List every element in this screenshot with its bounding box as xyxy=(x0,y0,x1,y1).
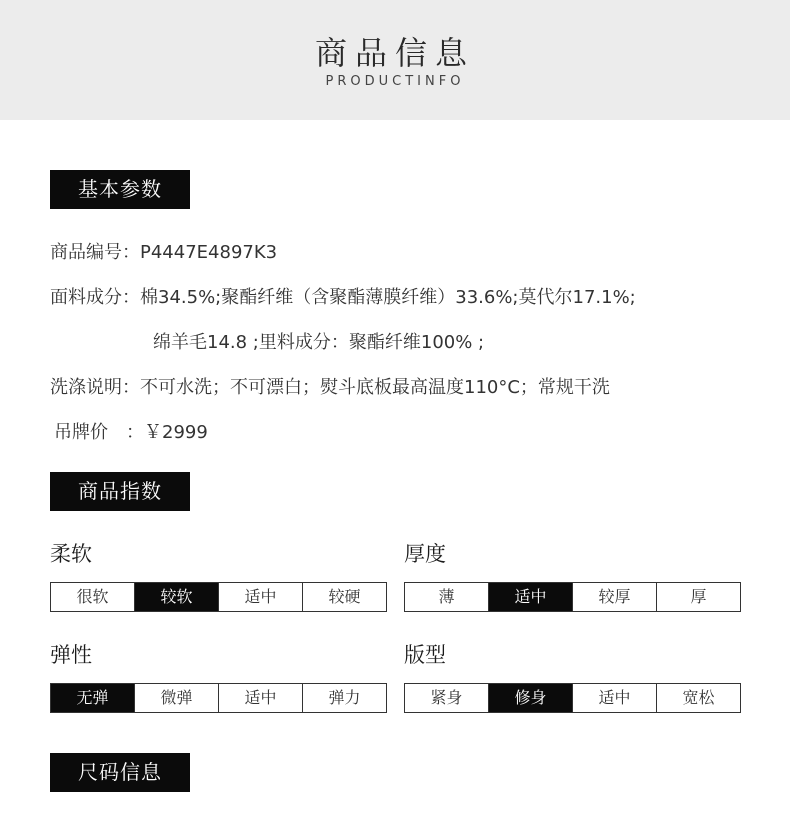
param-label: 商品编号： xyxy=(50,242,140,263)
param-value: 棉34.5%;聚酯纤维（含聚酯薄膜纤维）33.6%;莫代尔17.1%; xyxy=(140,287,636,308)
scale-option-selected: 适中 xyxy=(488,583,572,611)
scale-option: 适中 xyxy=(218,684,302,712)
scale-option: 微弹 xyxy=(134,684,218,712)
param-care xyxy=(50,373,610,399)
section-size-info: 尺码信息 xyxy=(50,753,190,792)
scale-option: 适中 xyxy=(572,684,656,712)
param-value: 绵羊毛14.8 ;里料成分：聚酯纤维100% ; xyxy=(153,332,485,353)
scale-option: 很软 xyxy=(76,587,109,606)
elasticity-scale xyxy=(50,683,387,713)
scale-option: 弹力 xyxy=(302,684,386,712)
scale-option: 紧身 xyxy=(430,688,463,707)
scale-option: 宽松 xyxy=(656,684,740,712)
softness-title: 柔软 xyxy=(50,542,92,566)
page-subtitle: PRODUCTINFO xyxy=(325,74,465,89)
header-banner xyxy=(0,0,790,120)
param-fabric-cont xyxy=(153,328,484,354)
section-product-index: 商品指数 xyxy=(50,472,190,511)
param-price xyxy=(54,418,208,444)
elasticity-title: 弹性 xyxy=(50,643,92,667)
scale-option-selected: 修身 xyxy=(488,684,572,712)
param-value: ￥2999 xyxy=(144,422,208,443)
fit-scale xyxy=(404,683,741,713)
param-value: P4447E4897K3 xyxy=(140,242,278,263)
page-title: 商品信息 xyxy=(314,34,475,72)
scale-option-selected: 无弹 xyxy=(51,684,134,712)
param-label: 洗涤说明： xyxy=(50,377,140,398)
param-label: 吊牌价 ： xyxy=(54,422,144,443)
param-value: 不可水洗；不可漂白；熨斗底板最高温度110°C；常规干洗 xyxy=(140,377,610,398)
scale-option: 薄 xyxy=(438,587,455,606)
scale-option: 适中 xyxy=(218,583,302,611)
section-basic-params: 基本参数 xyxy=(50,170,190,209)
scale-option: 较厚 xyxy=(572,583,656,611)
scale-option: 较硬 xyxy=(302,583,386,611)
softness-scale xyxy=(50,582,387,612)
param-fabric xyxy=(50,283,636,309)
thickness-title: 厚度 xyxy=(404,542,446,566)
param-product-code xyxy=(50,238,277,264)
scale-option-selected: 较软 xyxy=(134,583,218,611)
thickness-scale xyxy=(404,582,741,612)
scale-option: 厚 xyxy=(656,583,740,611)
fit-title: 版型 xyxy=(404,643,446,667)
param-label: 面料成分： xyxy=(50,287,140,308)
